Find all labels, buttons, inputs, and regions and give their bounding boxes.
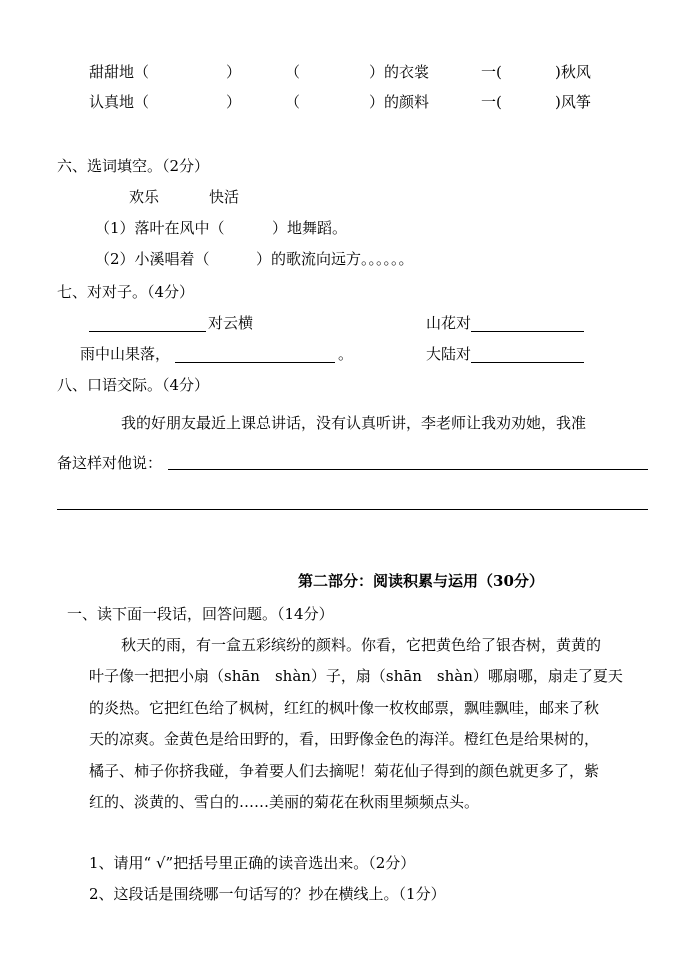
sub-question-2: 2、这段话是围绕哪一句话写的？抄在横线上。（1分） [89, 885, 446, 903]
fill-row1-a-close: ） [226, 63, 242, 81]
couplet2-left-post: 。 [338, 345, 354, 363]
part2-q1-title: 一、读下面一段话，回答问题。（14分） [67, 605, 334, 623]
fill-row1-b-close: ）的衣裳 [369, 63, 430, 81]
fill-row2-c: 一( [481, 93, 502, 111]
section6-title: 六、选词填空。（2分） [57, 157, 210, 175]
paragraph-line-6: 红的、淡黄的、雪白的……美丽的菊花在秋雨里频频点头。 [89, 793, 480, 811]
section8-line1: 我的好朋友最近上课总讲话，没有认真听讲，李老师让我劝劝她，我准 [121, 414, 587, 432]
fill-row2-b: （ [285, 93, 301, 111]
sub-question-1: 1、请用“ √”把括号里正确的读音选出来。（2分） [89, 854, 416, 872]
section6-item1-post: ）地舞蹈。 [272, 219, 348, 237]
section8-line2: 备这样对他说： [57, 454, 163, 472]
couplet2-left-pre: 雨中山果落， [80, 345, 171, 363]
fill-row2-a-close: ） [226, 93, 242, 111]
section6-word-2: 快活 [209, 188, 240, 206]
section6-item2-pre: （2）小溪唱着（ [95, 250, 210, 268]
fill-row1-c: 一( [481, 63, 502, 81]
section8-title: 八、口语交际。（4分） [57, 376, 210, 394]
part2-heading: 第二部分：阅读积累与运用（30分） [298, 572, 544, 590]
couplet1-right-blank [471, 331, 584, 332]
couplet2-blank [175, 362, 335, 363]
couplet2-right-blank [471, 362, 584, 363]
paragraph-line-3: 的炎热。它把红色给了枫树，红红的枫叶像一枚枚邮票，飘哇飘哇，邮来了秋 [89, 699, 600, 717]
section6-item2-post: ）的歌流向远方。。。。。。 [256, 250, 414, 268]
paragraph-line-2: 叶子像一把把小扇（shān shàn）子，扇（shān shàn）哪扇哪，扇走了夏天 [89, 667, 623, 685]
fill-row1-c-close: )秋风 [555, 63, 591, 81]
couplet1-left: 对云横 [208, 314, 254, 332]
paragraph-line-1: 秋天的雨，有一盒五彩缤纷的颜料。你看，它把黄色给了银杏树，黄黄的 [121, 636, 602, 654]
fill-row1-b: （ [285, 63, 301, 81]
section8-answer-line2 [57, 509, 648, 510]
section6-item1-pre: （1）落叶在风中（ [95, 219, 225, 237]
fill-row1-a: 甜甜地（ [89, 63, 150, 81]
fill-row2-b-close: ）的颜料 [369, 93, 430, 111]
section7-title: 七、对对子。（4分） [57, 283, 195, 301]
paragraph-line-4: 天的凉爽。金黄色是给田野的，看，田野像金色的海洋。橙红色是给果树的， [89, 730, 600, 748]
section6-word-1: 欢乐 [129, 188, 160, 206]
section8-answer-line1 [168, 469, 648, 470]
paragraph-line-5: 橘子、柿子你挤我碰，争着要人们去摘呢！菊花仙子得到的颜色就更多了，紫 [89, 762, 600, 780]
couplet1-blank [89, 331, 206, 332]
couplet1-right: 山花对 [426, 314, 472, 332]
couplet2-right: 大陆对 [426, 345, 472, 363]
fill-row2-a: 认真地（ [89, 93, 150, 111]
fill-row2-c-close: )风筝 [555, 93, 591, 111]
